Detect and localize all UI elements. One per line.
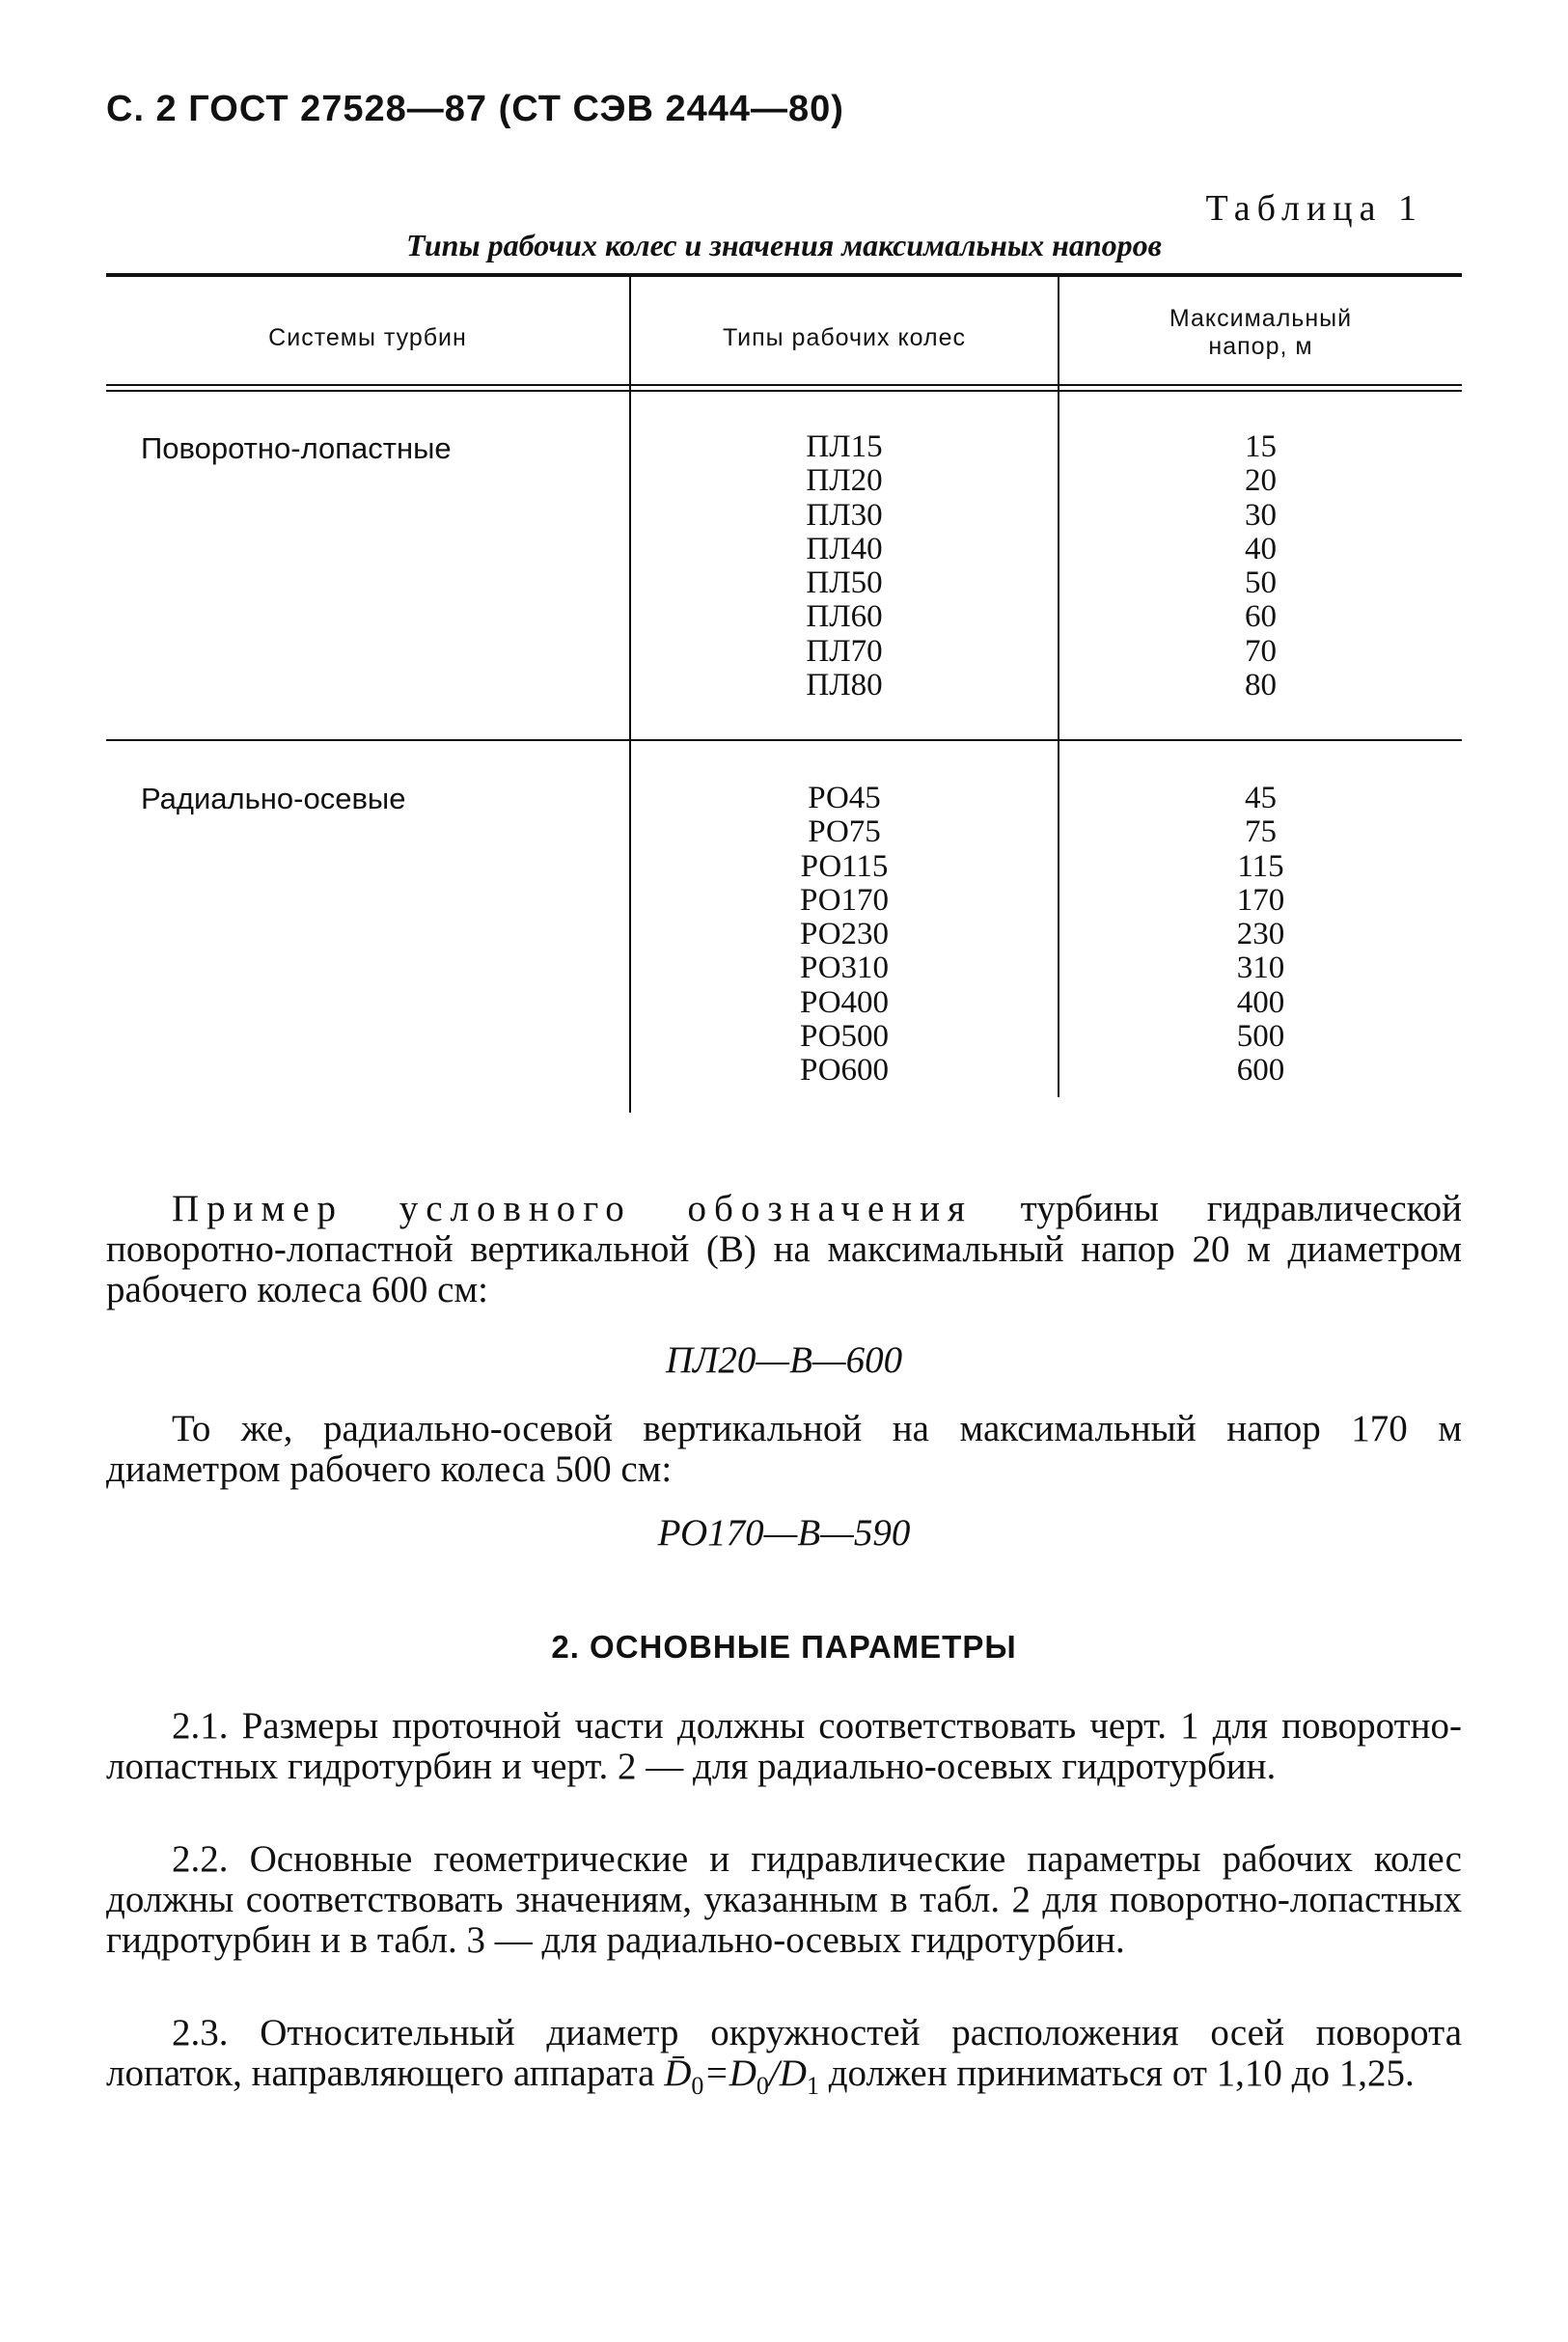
wheel-type: ПЛ70 (806, 633, 883, 669)
clause-text: должен приниматься от 1,10 до 1,25. (818, 2053, 1415, 2094)
formula-operator: = (703, 2053, 729, 2094)
max-head-value: 70 (1245, 633, 1277, 669)
table-header-rule (106, 384, 1462, 386)
system-name: Радиально-осевые (141, 782, 406, 815)
table-label: Таблица 1 (1205, 188, 1423, 229)
wheel-type: РО170 (799, 882, 890, 918)
max-head-value: 400 (1236, 984, 1285, 1020)
wheel-type: РО75 (808, 814, 881, 850)
wheel-type: ПЛ40 (806, 531, 883, 566)
example-lead: Пример условного обозначения (172, 1188, 973, 1229)
formula (664, 2053, 819, 2100)
column-header-system: Системы турбин (268, 324, 467, 351)
max-head-value: 600 (1236, 1053, 1285, 1088)
designation-example: РО170—В—590 (657, 1512, 911, 1554)
formula-subscript: 0 (691, 2071, 704, 2100)
table-header-rule (106, 390, 1462, 392)
clause-paragraph (106, 2012, 1462, 2100)
wheel-type: ПЛ80 (806, 668, 883, 703)
max-head-value: 75 (1245, 814, 1277, 850)
example-paragraph (106, 1189, 1462, 1310)
clause-paragraph: 2.2. Основные геометрические и гидравлические параметры рабочих колес должны соответствовать значениям, указанным в табл. 2 для поворотно-лопастных гидротурбин и в табл. 3 — для радиально-осевых гидротурбин. (106, 1838, 1462, 1961)
max-head-value: 60 (1245, 599, 1277, 635)
max-head-value: 20 (1245, 463, 1277, 499)
formula-subscript: 1 (806, 2071, 819, 2100)
wheel-type: РО500 (799, 1019, 890, 1055)
table-caption: Типы рабочих колес и значения максимальных напоров (406, 228, 1162, 262)
column-header-wheel-type: Типы рабочих колес (722, 324, 967, 351)
max-head-value: 15 (1245, 429, 1277, 464)
wheel-type-list (631, 430, 1058, 703)
formula-symbol: D (729, 2053, 756, 2094)
max-head-value: 50 (1245, 565, 1277, 601)
column-header-max-head-line1: Максимальный (1169, 305, 1353, 332)
formula-symbol: D (779, 2053, 807, 2094)
table-top-rule (106, 273, 1462, 277)
max-head-list (1059, 782, 1462, 1088)
clause-paragraph: 2.1. Размеры проточной части должны соответствовать черт. 1 для поворотно-лопастных гидротурбин и черт. 2 — для радиально-осевых гидротурбин. (106, 1705, 1462, 1787)
section-title: 2. ОСНОВНЫЕ ПАРАМЕТРЫ (551, 1629, 1017, 1665)
max-head-value: 310 (1236, 951, 1285, 986)
wheel-type: РО600 (799, 1053, 890, 1088)
wheel-type: РО310 (799, 951, 890, 986)
wheel-type: РО400 (799, 984, 890, 1020)
clause-text: 2.3. Относительный диаметр окружностей расположения осей поворота лопаток, направляющего аппарата (106, 2012, 1462, 2094)
max-head-value: 40 (1245, 531, 1277, 566)
formula-subscript: 0 (756, 2071, 769, 2100)
wheel-type: ПЛ60 (806, 599, 883, 635)
example-paragraph: То же, радиально-осевой вертикальной на максимальный напор 170 м диаметром рабочего колеса 500 см: (106, 1408, 1462, 1490)
wheel-type: РО230 (799, 917, 890, 952)
formula-operator: / (768, 2053, 780, 2094)
max-head-value: 500 (1236, 1019, 1285, 1055)
wheel-type: РО115 (800, 848, 889, 884)
max-head-value: 30 (1245, 497, 1277, 533)
designation-example: ПЛ20—В—600 (665, 1339, 903, 1381)
max-head-list (1059, 430, 1462, 703)
wheel-type-list (631, 782, 1058, 1088)
column-header-max-head-line2: напор, м (1208, 332, 1313, 360)
table-group-divider (106, 739, 1462, 741)
wheel-type: ПЛ20 (806, 463, 883, 499)
max-head-value: 170 (1236, 882, 1285, 918)
max-head-value: 230 (1236, 917, 1285, 952)
system-name: Поворотно-лопастные (141, 431, 452, 465)
max-head-value: 45 (1245, 781, 1277, 815)
wheel-type: ПЛ15 (806, 429, 883, 464)
example-text: турбины гидравлической поворотно-лопастной вертикальной (В) на максимальный напор 20 м диаметром рабочего колеса 600 см: (106, 1188, 1462, 1310)
column-header-max-head (1059, 305, 1462, 361)
wheel-type: ПЛ30 (806, 497, 883, 533)
page-header: С. 2 ГОСТ 27528—87 (СТ СЭВ 2444—80) (106, 89, 844, 129)
max-head-value: 115 (1237, 848, 1284, 884)
wheel-type: РО45 (808, 781, 881, 815)
max-head-value: 80 (1245, 668, 1277, 703)
formula-symbol: D̄ (664, 2053, 692, 2094)
wheel-type: ПЛ50 (806, 565, 883, 601)
